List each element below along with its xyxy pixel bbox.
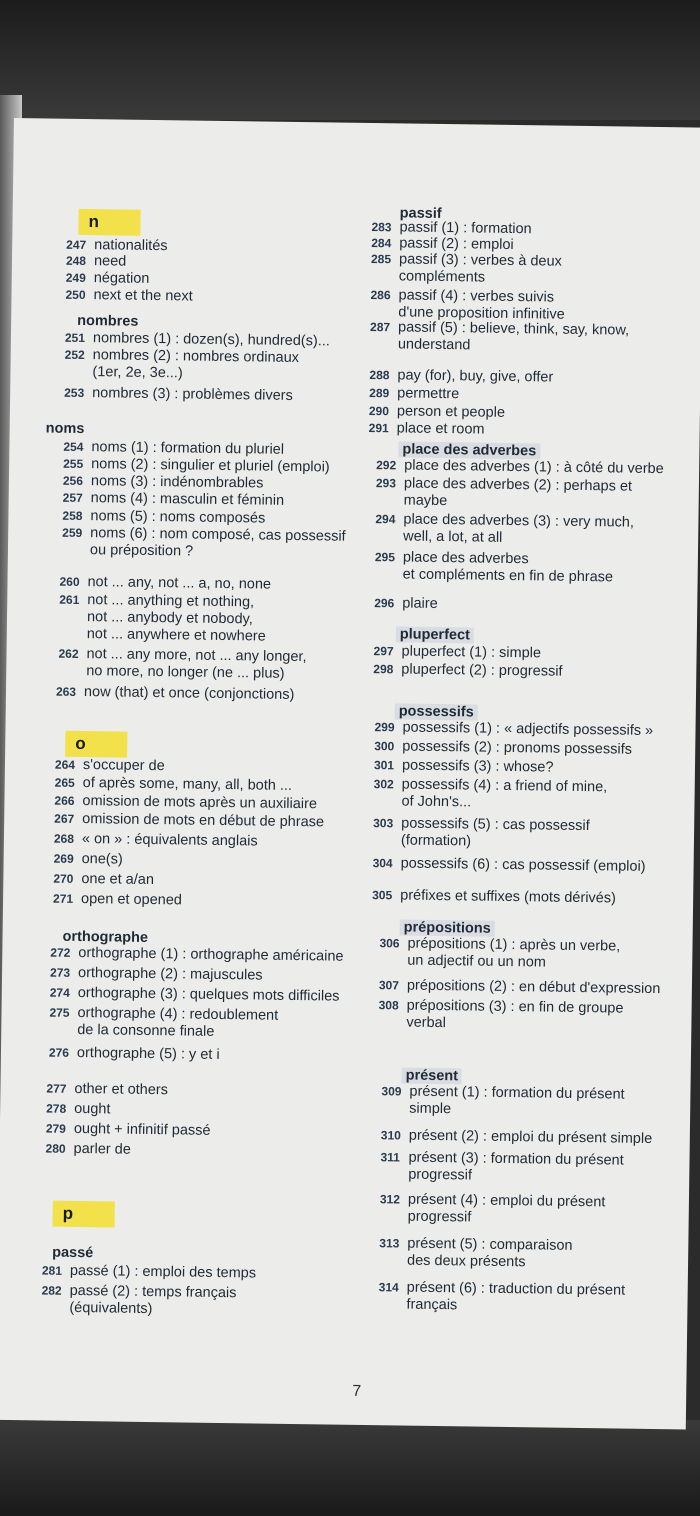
index-entry-265 [55,775,292,795]
heading-prepositions: prépositions [400,919,495,936]
index-entry-299 [374,719,653,740]
entry-number: 275 [49,1005,70,1020]
index-entry-286 [370,287,565,324]
entry-number: 250 [65,287,86,303]
entry-number: 263 [55,684,77,699]
index-entry-304 [373,855,646,876]
entry-number: 285 [370,251,392,267]
entry-number: 312 [379,1192,401,1207]
entry-continuation: simple [409,1100,452,1118]
index-entry-280 [45,1141,130,1159]
entry-text: place des adverbes (1) : à côté du verbe [404,457,664,478]
entry-text: passé (1) : emploi des temps [69,1262,257,1282]
entry-text: place des adverbes (3) : very much, [403,511,635,531]
index-entry-269 [54,851,123,869]
index-entry-285 [371,251,562,288]
entry-text: « on » : équivalents anglais [81,831,258,850]
index-entry-310 [381,1127,653,1148]
entry-text: présent (3) : formation du présent [408,1149,624,1169]
entry-number: 248 [65,253,87,269]
index-entry-305 [372,887,616,907]
entry-continuation: progressif [408,1166,473,1184]
entry-text: s'occuper de [82,757,165,775]
entry-text: person et people [396,403,506,421]
index-entry-314 [378,1279,625,1316]
entry-number: 272 [50,945,71,960]
index-entry-259 [62,525,346,563]
index-entry-264 [55,757,165,776]
entry-number: 293 [375,476,397,491]
entry-continuation: (1er, 2e, 3e...) [92,364,183,382]
entry-number: 297 [373,644,394,659]
entry-text: passif (5) : believe, think, say, know, [398,319,630,339]
entry-number: 257 [62,490,83,505]
entry-number: 302 [373,777,394,792]
index-entry-293 [376,475,633,513]
entry-number: 262 [58,646,79,661]
entry-text: of après some, many, all, both ... [82,775,293,794]
page-number: 7 [352,1382,362,1400]
entry-continuation: compléments [398,268,486,286]
entry-text: préfixes et suffixes (mots dérivés) [400,887,616,907]
index-entry-276 [49,1045,220,1064]
entry-text: plaire [402,595,438,612]
index-entry-306 [379,935,620,972]
entry-number: 278 [46,1101,67,1116]
entry-text: permettre [397,385,460,403]
entry-number: 280 [45,1141,66,1156]
entry-text: need [93,253,127,270]
entry-number: 311 [380,1150,400,1165]
entry-continuation: not ... anybody et nobody, not ... anywhere et nowhere [86,609,266,645]
index-entry-295 [375,549,614,586]
entry-text: noms (3) : indénombrables [90,473,264,492]
index-entry-268 [54,831,258,851]
section-letter-p: p [53,1201,115,1228]
entry-text: possessifs (5) : cas possessif [401,815,590,835]
entry-number: 274 [49,985,70,1000]
entry-text: nombres (1) : dozen(s), hundred(s)... [92,330,330,350]
entry-number: 314 [378,1280,399,1295]
entry-text: pluperfect (2) : progressif [401,661,563,680]
entry-number: 258 [62,508,83,523]
entry-number: 256 [62,473,84,488]
entry-number: 306 [379,936,400,951]
entry-number: 289 [369,385,390,401]
index-entry-300 [374,738,632,759]
entry-text: parler de [73,1140,131,1158]
entry-number: 292 [376,458,397,473]
entry-text: présent (2) : emploi du présent simple [408,1127,653,1148]
index-entry-308 [378,997,623,1034]
entry-text: not ... any, not ... a, no, none [87,574,272,593]
entry-number: 304 [372,856,393,871]
entry-text: passif (4) : verbes suivis [398,287,555,306]
index-entry-253 [64,385,293,405]
entry-continuation: de la consonne finale [77,1021,215,1040]
entry-text: présent (4) : emploi du présent [407,1191,606,1211]
entry-number: 294 [375,512,396,527]
entry-number: 286 [370,287,391,303]
entry-text: prépositions (3) : en fin de groupe [406,997,624,1017]
book-page [0,118,700,1430]
index-entry-267 [54,811,324,832]
entry-number: 290 [368,403,390,419]
entry-number: 252 [64,347,85,363]
entry-text: place des adverbes [402,549,529,568]
section-letter-n: n [78,209,140,236]
entry-number: 309 [381,1084,402,1099]
entry-number: 268 [53,831,75,846]
entry-continuation: no more, no longer (ne ... plus) [86,663,285,682]
index-entry-301 [374,757,554,777]
index-entry-273 [50,965,263,985]
entry-text: possessifs (1) : « adjectifs possessifs » [402,719,654,739]
entry-text: open et opened [80,891,183,909]
entry-number: 298 [373,662,394,677]
entry-continuation: progressif [407,1208,472,1226]
entry-number: 288 [369,367,390,383]
entry-text: noms (2) : singulier et pluriel (emploi) [91,456,330,476]
entry-continuation: un adjectif ou un nom [407,952,547,971]
entry-number: 249 [65,270,86,286]
entry-continuation: of John's... [401,793,472,811]
index-entry-252 [64,347,299,384]
index-entry-274 [50,985,340,1006]
entry-number: 253 [64,385,85,401]
entry-number: 279 [45,1121,67,1136]
index-entry-260 [59,574,271,594]
heading-passe: passé [52,1244,94,1262]
index-entry-261 [59,592,267,646]
index-entry-248 [66,253,126,271]
entry-continuation: ou préposition ? [89,542,194,560]
entry-continuation: français [406,1296,458,1314]
heading-place-des-adverbes: place des adverbes [398,441,540,459]
entry-number: 283 [371,220,392,235]
entry-number: 291 [368,420,389,436]
entry-number: 284 [371,236,392,251]
entry-text: ought [74,1100,111,1118]
background-top [0,0,700,120]
index-entry-297 [373,643,541,662]
entry-number: 266 [54,793,75,808]
entry-number: 247 [66,237,87,253]
entry-continuation: well, a lot, at all [403,528,503,546]
entry-text: présent (5) : comparaison [407,1235,573,1254]
index-entry-281 [42,1263,256,1283]
heading-nombres: nombres [77,312,139,330]
entry-continuation: verbal [406,1014,447,1032]
index-entry-288 [369,367,553,387]
entry-text: possessifs (2) : pronoms possessifs [402,738,633,758]
index-entry-271 [53,891,182,910]
entry-number: 277 [46,1081,67,1096]
entry-text: now (that) et once (conjonctions) [83,684,295,703]
index-entry-309 [381,1083,625,1120]
index-entry-294 [375,511,634,549]
entry-text: place des adverbes (2) : perhaps et [403,475,633,495]
index-entry-307 [379,977,661,998]
heading-orthographe: orthographe [62,928,149,946]
entry-text: omission de mots après un auxiliaire [82,793,318,813]
index-entry-287 [370,319,629,357]
entry-text: orthographe (5) : y et i [76,1044,220,1063]
entry-number: 271 [53,891,74,906]
entry-text: omission de mots en début de phrase [82,811,325,831]
entry-number: 281 [41,1263,63,1278]
entry-text: pluperfect (1) : simple [401,643,542,662]
entry-number: 296 [374,596,395,611]
entry-text: noms (4) : masculin et féminin [90,490,285,509]
index-entry-249 [66,270,150,288]
index-entry-279 [46,1121,211,1140]
index-entry-311 [380,1149,624,1186]
entry-text: possessifs (3) : whose? [401,757,554,776]
entry-number: 310 [380,1128,401,1143]
index-entry-289 [369,385,459,403]
entry-continuation: understand [397,336,471,354]
entry-number: 303 [373,816,394,831]
index-entry-298 [373,661,562,681]
entry-text: orthographe (1) : orthographe américaine [78,944,344,965]
index-entry-277 [46,1081,168,1100]
section-letter-o: o [65,731,127,758]
entry-number: 287 [370,319,391,335]
entry-number: 259 [62,525,83,540]
heading-passif: passif [399,205,442,222]
entry-number: 251 [64,330,86,346]
entry-text: nationalités [94,237,168,255]
entry-continuation: des deux présents [406,1252,526,1271]
index-entry-262 [58,646,306,683]
entry-text: prépositions (1) : après un verbe, [407,935,621,955]
index-entry-270 [53,871,154,889]
entry-number: 270 [53,871,74,886]
entry-number: 282 [41,1283,62,1298]
entry-continuation: (équivalents) [69,1299,153,1318]
entry-text: noms (1) : formation du pluriel [91,439,285,458]
index-entry-296 [374,595,438,613]
entry-text: présent (6) : traduction du présent [406,1279,626,1299]
entry-number: 269 [53,851,74,866]
index-entry-250 [65,287,192,306]
index-entry-272 [50,945,343,966]
index-entry-257 [63,490,285,510]
entry-text: nombres (3) : problèmes divers [92,385,293,404]
entry-number: 260 [59,574,80,589]
entry-text: possessifs (4) : a friend of mine, [401,776,608,796]
entry-number: 313 [379,1236,400,1251]
entry-number: 254 [63,439,84,455]
entry-text: orthographe (2) : majuscules [77,964,263,984]
entry-text: orthographe (3) : quelques mots difficiles [77,984,340,1005]
index-entry-290 [369,403,505,422]
entry-continuation: et compléments en fin de phrase [402,566,614,586]
entry-number: 295 [374,550,396,565]
entry-text: place et room [396,420,485,438]
index-entry-302 [373,776,607,813]
heading-possessifs: possessifs [395,703,478,720]
entry-number: 299 [374,720,395,735]
entry-number: 255 [63,456,84,471]
entry-number: 300 [374,739,395,754]
index-entry-291 [369,420,485,439]
entry-number: 273 [49,965,71,980]
heading-noms: noms [45,420,85,438]
entry-text: not ... anything et nothing, [87,592,255,611]
entry-text: passé (2) : temps français [69,1282,237,1302]
background-bottom [0,1420,700,1516]
entry-text: négation [93,270,150,287]
entry-number: 261 [59,592,80,607]
entry-continuation: d'une proposition infinitive [398,304,565,323]
entry-number: 265 [54,775,75,790]
entry-number: 276 [48,1045,70,1060]
heading-present: présent [402,1068,463,1085]
entry-number: 308 [378,998,399,1013]
index-entry-303 [373,815,590,852]
entry-number: 307 [378,978,400,993]
index-entry-275 [49,1005,278,1042]
index-entry-263 [56,684,295,704]
entry-continuation: maybe [403,492,448,510]
entry-text: one(s) [81,851,123,868]
entry-text: passif (2) : emploi [399,235,514,253]
heading-pluperfect: pluperfect [396,626,474,643]
entry-continuation: (formation) [400,832,472,850]
entry-text: noms (5) : noms composés [90,508,266,527]
entry-text: passif (1) : formation [399,219,532,238]
entry-text: prépositions (2) : en début d'expression [406,977,661,998]
entry-text: not ... any more, not ... any longer, [86,646,307,666]
entry-number: 264 [54,757,76,772]
entry-text: possessifs (6) : cas possessif (emploi) [400,855,646,875]
entry-number: 267 [54,811,75,826]
entry-text: nombres (2) : nombres ordinaux [92,347,300,367]
entry-text: next et the next [93,287,193,305]
index-entry-312 [380,1191,606,1228]
index-entry-278 [46,1101,111,1119]
entry-text: one et a/an [81,871,155,889]
entry-text: présent (1) : formation du présent [409,1083,625,1103]
entry-number: 301 [373,758,395,773]
entry-text: pay (for), buy, give, offer [397,367,554,386]
entry-text: ought + infinitif passé [73,1120,211,1139]
entry-text: other et others [74,1080,169,1099]
right-column [359,123,699,1314]
index-entry-282 [41,1283,236,1320]
entry-number: 305 [372,888,393,903]
entry-text: noms (6) : nom composé, cas possessif [90,525,346,545]
entry-text: passif (3) : verbes à deux [398,251,562,270]
entry-text: orthographe (4) : redoublement [77,1004,279,1024]
index-entry-313 [379,1235,573,1272]
